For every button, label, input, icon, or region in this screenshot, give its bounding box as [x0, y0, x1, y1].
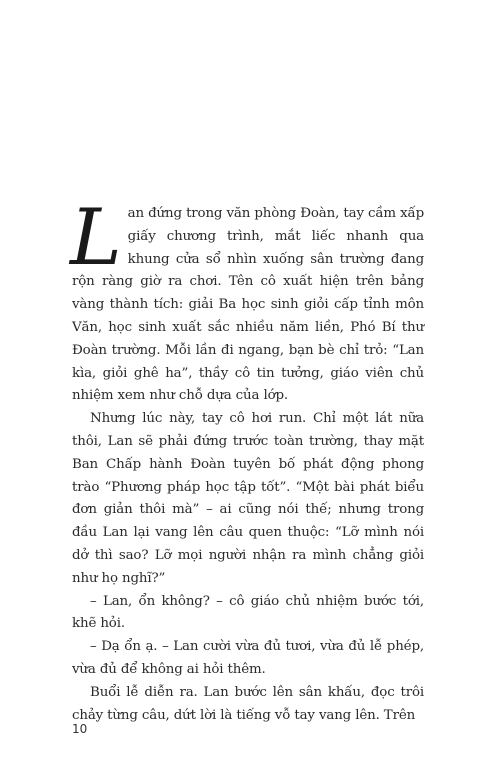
paragraph: – Dạ ổn ạ. – Lan cười vừa đủ tươi, vừa đủ lễ phép, vừa đủ để không ai hỏi thêm.	[72, 639, 424, 677]
paragraph: – Lan, ổn không? – cô giáo chủ nhiệm bước tới, khẽ hỏi.	[72, 593, 424, 632]
paragraph: Nhưng lúc này, tay cô hơi run. Chỉ một lát nữa thôi, Lan sẽ phải đứng trước toàn trường, thay mặt Ban Chấp hành Đoàn tuyên bố phát động phong trào “Phương pháp học tập tốt”. “Một bài phát biểu đơn giản thôi mà” – ai cũng nói thế; nhưng trong đầu Lan lại vang lên câu quen thuộc: “Lỡ mình nói dở thì sao? Lỡ mọi người nhận ra mình chẳng giỏi như họ nghĩ?”	[72, 411, 424, 586]
drop-cap: L	[70, 193, 122, 283]
page-number: 10	[72, 722, 88, 736]
paragraph-text: an đứng trong văn phòng Đoàn, tay cầm xấp giấy chương trình, mắt liếc nhanh qua khung cửa sổ nhìn xuống sân trường đang rộn ràng giờ ra chơi. Tên cô xuất hiện trên bảng vàng thành tích: giải Ba học sinh giỏi cấp tỉnh môn Văn, học sinh xuất sắc nhiều năm liền, Phó Bí thư Đoàn trường. Mỗi lần đi ngang, bạn bè chỉ trỏ: “Lan kìa, giỏi ghê ha”, thầy cô tin tưởng, giáo viên chủ nhiệm xem như chỗ dựa của lớp.	[72, 206, 424, 404]
opening-paragraph	[70, 193, 424, 408]
paragraph: Buổi lễ diễn ra. Lan bước lên sân khấu, đọc trôi chảy từng câu, dứt lời là tiếng vỗ tay vang lên. Trên	[72, 684, 424, 723]
chapter-body	[70, 193, 424, 727]
